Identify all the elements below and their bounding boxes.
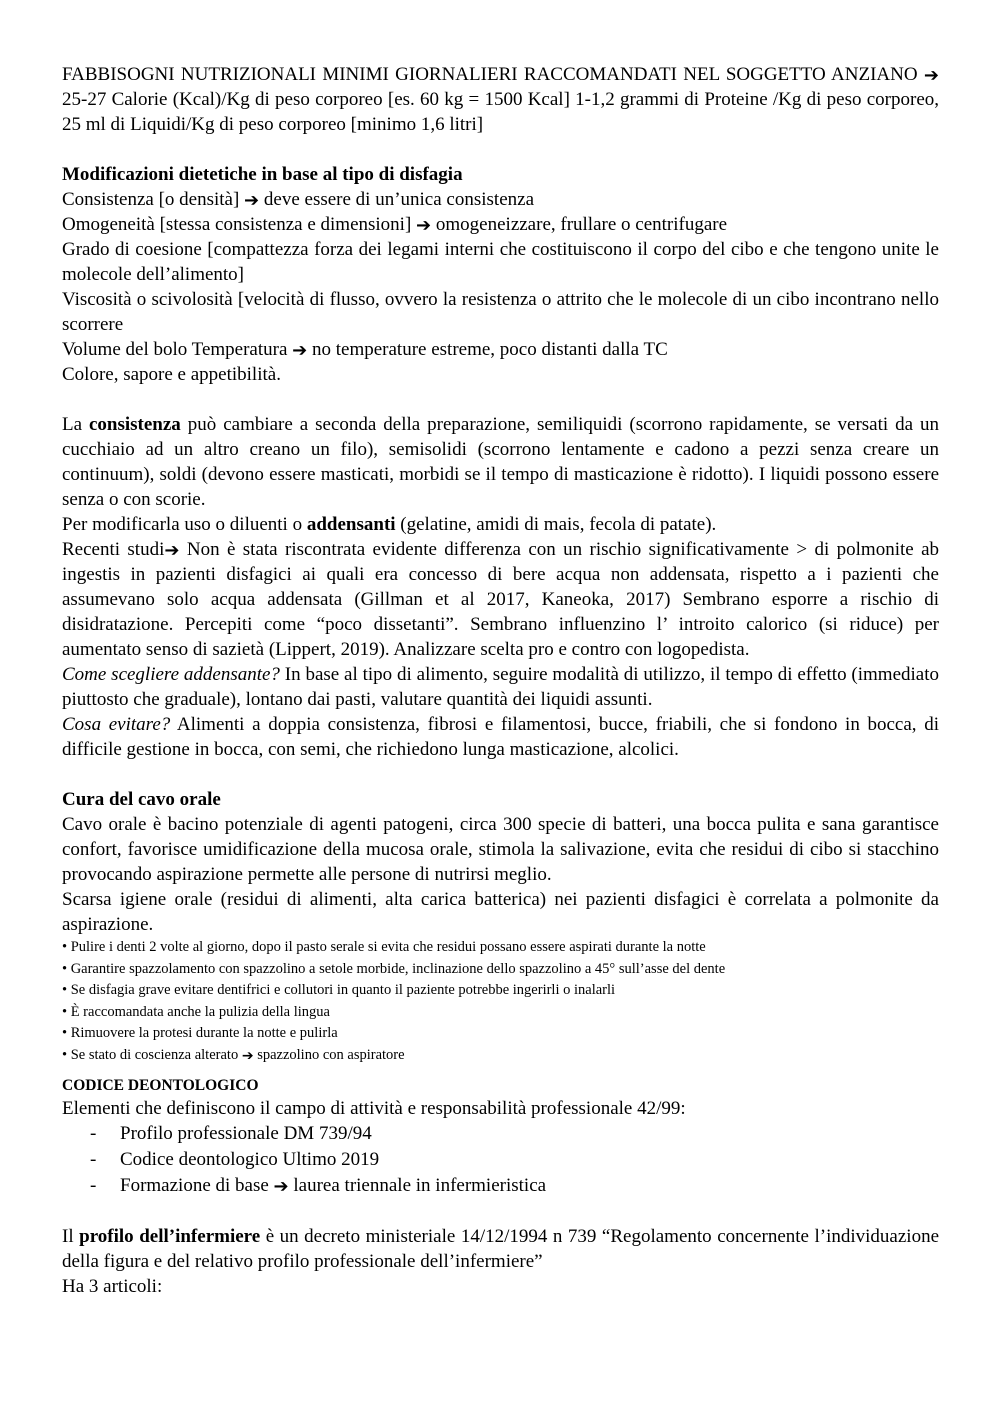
dash-marker: - <box>90 1149 97 1170</box>
italic-question: Cosa evitare? <box>62 714 171 735</box>
dash-list-item <box>62 1173 939 1199</box>
bullet-item: • Se disfagia grave evitare dentifrici e collutori in quanto il paziente potrebbe ingerirli o inalarli <box>62 982 616 998</box>
list-text: Profilo professionale DM 739/94 <box>120 1123 372 1144</box>
text-run: Recenti studi <box>62 539 165 560</box>
consistenza-label: Consistenza [o densità] <box>62 189 240 210</box>
intro-heading-text: FABBISOGNI NUTRIZIONALI MINIMI GIORNALIERI RACCOMANDATI NEL SOGGETTO ANZIANO <box>62 64 918 85</box>
consistenza-line <box>62 187 939 212</box>
cura-paragraph-2: Scarsa igiene orale (residui di alimenti, alta carica batterica) nei pazienti disfagici è correlata a polmonite da aspirazione. <box>62 889 939 935</box>
italic-question: Come scegliere addensante? <box>62 664 280 685</box>
codice-intro: Elementi che definiscono il campo di attività e responsabilità professionale 42/99: <box>62 1098 686 1119</box>
intro-body-text: 25-27 Calorie (Kcal)/Kg di peso corporeo [es. 60 kg = 1500 Kcal] 1-1,2 grammi di Proteine /Kg di peso corporeo, 25 ml di Liquidi/Kg di peso corporeo [minimo 1,6 litri] <box>62 89 939 135</box>
text-run: è un decreto ministeriale 14/12/1994 n 739 “Regolamento concernente l’individuazione della figura e del relativo profilo professionale dell’infermiere” <box>62 1226 940 1272</box>
section-title-cura: Cura del cavo orale <box>62 789 221 810</box>
arrow-right-icon: ➔ <box>241 1047 254 1064</box>
list-text: Codice deontologico Ultimo 2019 <box>120 1149 380 1170</box>
dash-marker: - <box>90 1175 97 1196</box>
coesione-line: Grado di coesione [compattezza forza dei legami interni che costituiscono il corpo del cibo e che tengono unite le molecole dell’alimento] <box>62 239 939 285</box>
consistenza-value: deve essere di un’unica consistenza <box>263 189 535 210</box>
text-run: laurea triennale in infermieristica <box>293 1175 547 1196</box>
text-run: Non è stata riscontrata evidente differenza con un rischio significativamente > di polmonite ab ingestis in pazienti disfagici ai quali era concesso di bere acqua non addensata, rispetto a i pazienti che assumevano solo acqua addensata (Gillman et al 2017, Kaneoka, 2017) Sembrano esporre a rischio di disidratazione. Percepiti come “poco dissetanti”. Sembrano influenzino l’ introito calorico (si riduce) per aumentato senso di sazietà (Lippert, 2019). Analizzare scelta pro e contro con logopedista. <box>62 539 940 660</box>
arrow-right-icon: ➔ <box>273 1176 289 1197</box>
volume-line <box>62 337 939 362</box>
bullet-item: • È raccomandata anche la pulizia della lingua <box>62 1003 330 1020</box>
list-text <box>120 1173 546 1199</box>
arrow-right-icon: ➔ <box>244 190 260 211</box>
text-run: (gelatine, amidi di mais, fecola di patate). <box>395 514 717 535</box>
volume-value: no temperature estreme, poco distanti dalla TC <box>311 339 668 360</box>
volume-label: Volume del bolo Temperatura <box>62 339 288 360</box>
bullet-item: • Pulire i denti 2 volte al giorno, dopo il pasto serale si evita che residui possano essere aspirati durante la notte <box>62 939 706 955</box>
bullet-item: • Rimuovere la protesi durante la notte e pulirla <box>62 1025 338 1041</box>
dash-list-item <box>62 1147 939 1173</box>
articoli-line: Ha 3 articoli: <box>62 1276 163 1297</box>
cura-paragraph-1: Cavo orale è bacino potenziale di agenti patogeni, circa 300 specie di batteri, una bocca pulita e sana garantisce confort, favorisce umidificazione della mucosa orale, stimola la salivazione, evita che residui di cibo si stacchino provocando aspirazione permette alle persone di nutrirsi meglio. <box>62 814 939 885</box>
dash-marker: - <box>90 1123 97 1144</box>
cosa-evitare-paragraph <box>62 712 939 762</box>
arrow-right-icon: ➔ <box>416 215 432 236</box>
text-run: può cambiare a seconda della preparazione, semiliquidi (scorrono rapidamente, se versati da un cucchiaio ad un altro creano un filo), semisolidi (scorrono lentamente e cadono a pezzi senza creare un continuum), soldi (devono essere masticati, morbidi se il tempo di masticazione è ridotto). I liquidi possono essere senza o con scorie. <box>62 414 939 510</box>
bold-term: profilo dell’infermiere <box>79 1226 261 1247</box>
bullet-item <box>62 1045 939 1067</box>
bullet-item: • Garantire spazzolamento con spazzolino a setole morbide, inclinazione dello spazzolino a 45° sull’asse del dente <box>62 960 726 977</box>
text-run: spazzolino con aspiratore <box>257 1046 405 1063</box>
colore-line: Colore, sapore e appetibilità. <box>62 364 281 385</box>
bold-term: addensanti <box>306 514 396 535</box>
bold-term: consistenza <box>88 414 181 435</box>
dash-list-item <box>62 1121 939 1147</box>
section-title-modificazioni: Modificazioni dietetiche in base al tipo di disfagia <box>62 164 463 185</box>
text-run: In base al tipo di alimento, seguire modalità di utilizzo, il tempo di effetto (immediato piuttosto che graduale), lontano dai pasti, valutare quantità dei liquidi assunti. <box>62 664 939 710</box>
text-run: • Se stato di coscienza alterato <box>62 1046 239 1063</box>
intro-paragraph <box>62 62 939 137</box>
arrow-right-icon: ➔ <box>292 340 308 361</box>
text-run: Formazione di base <box>120 1175 269 1196</box>
viscosita-line: Viscosità o scivolosità [velocità di flusso, ovvero la resistenza o attrito che le molecole di un cibo incontrano nello scorrere <box>62 289 939 335</box>
text-run: La <box>62 414 89 435</box>
text-run: Il <box>62 1226 80 1247</box>
recenti-studi-paragraph <box>62 537 939 662</box>
text-run: Alimenti a doppia consistenza, fibrosi e filamentosi, bucce, friabili, che si fondono in bocca, di difficile gestione in bocca, con semi, che richiedono lunga masticazione, alcolici. <box>62 714 939 760</box>
section-title-codice: CODICE DEONTOLOGICO <box>62 1077 259 1094</box>
profilo-paragraph <box>62 1224 939 1274</box>
arrow-right-icon: ➔ <box>923 65 939 86</box>
omogeneita-value: omogeneizzare, frullare o centrifugare <box>435 214 728 235</box>
text-run: Per modificarla uso o diluenti o <box>62 514 307 535</box>
addensanti-paragraph <box>62 512 939 537</box>
omogeneita-line <box>62 212 939 237</box>
arrow-right-icon: ➔ <box>164 540 180 561</box>
omogeneita-label: Omogeneità [stessa consistenza e dimensioni] <box>62 214 412 235</box>
addensante-choice-paragraph <box>62 662 939 712</box>
consistenza-paragraph <box>62 412 939 512</box>
